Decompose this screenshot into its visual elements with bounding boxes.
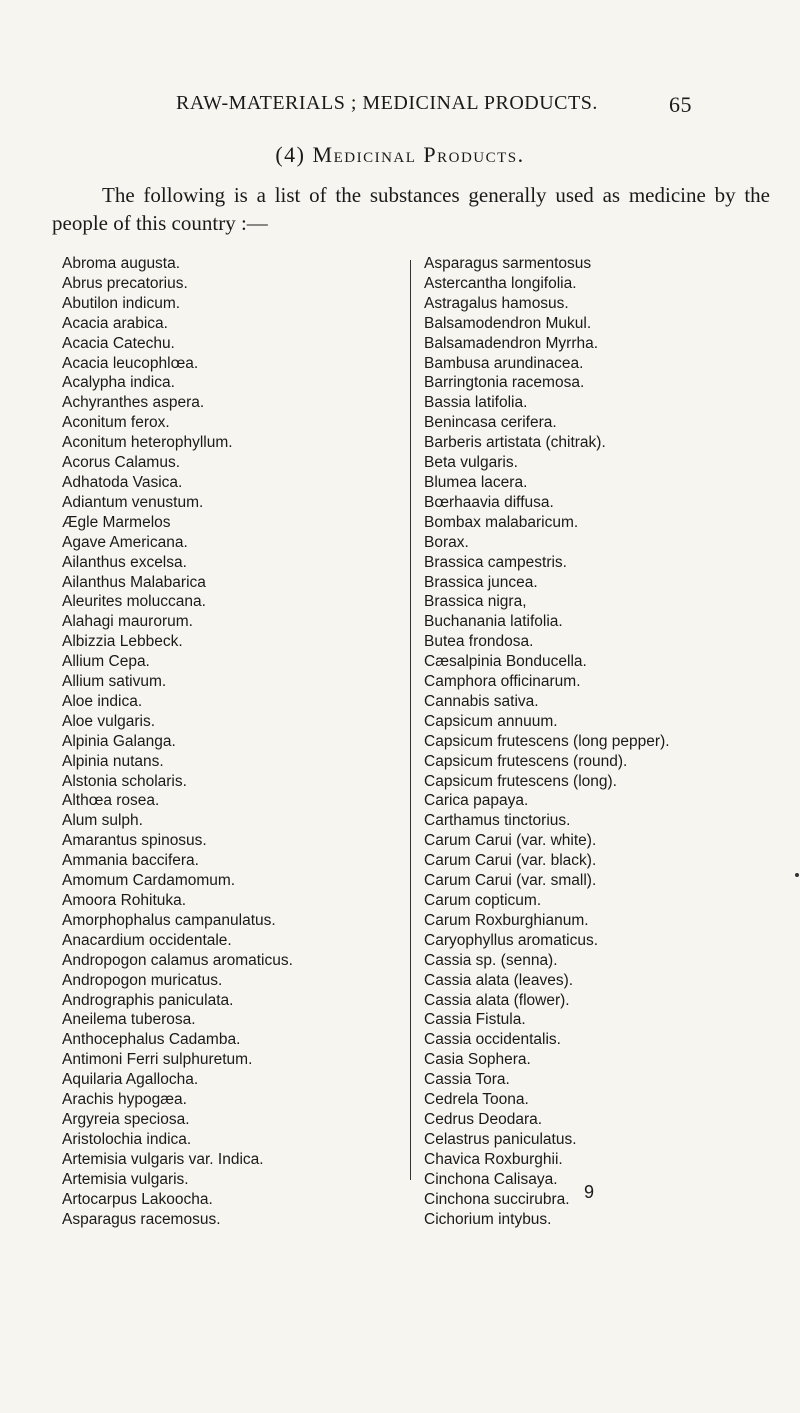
list-item: Acacia arabica. — [62, 314, 168, 332]
list-item: Carum copticum. — [424, 892, 542, 909]
list-item: Andrographis paniculata. — [62, 991, 234, 1009]
intro-paragraph: The following is a list of the substances generally used as medicine by the people of this country :— — [52, 183, 770, 235]
list-item: Brassica juncea. — [424, 573, 538, 591]
list-item: Casia Sophera. — [424, 1051, 531, 1069]
list-item: Adiantum venustum. — [62, 493, 204, 511]
list-item: Carum Carui (var. black). — [424, 852, 597, 870]
list-item: Benincasa cerifera. — [424, 414, 557, 432]
list-item: Carum Roxburghianum. — [424, 911, 589, 929]
list-item: Aristolochia indica. — [62, 1130, 192, 1148]
list-item: Artemisia vulgaris var. Indica. — [62, 1150, 264, 1168]
list-item: Allium sativum. — [62, 673, 167, 691]
list-item: Ailanthus excelsa. — [62, 553, 187, 571]
left-column-list — [62, 254, 402, 1229]
list-item: Capsicum frutescens (round). — [424, 752, 628, 770]
list-item: Caryophyllus aromaticus. — [424, 931, 599, 949]
list-item: Camphora officinarum. — [424, 673, 581, 691]
list-item: Artemisia vulgaris. — [62, 1170, 189, 1188]
list-item: Asparagus sarmentosus — [424, 255, 592, 272]
list-item: Anthocephalus Cadamba. — [62, 1031, 241, 1049]
list-item: Carthamus tinctorius. — [424, 812, 571, 830]
list-item: Bœrhaavia diffusa. — [424, 493, 554, 511]
list-item: Cassia alata (flower). — [424, 991, 570, 1009]
right-column-list — [424, 254, 774, 1229]
list-item: Borax. — [424, 533, 469, 551]
list-item: Acorus Calamus. — [62, 454, 181, 472]
list-item: Argyreia speciosa. — [62, 1110, 190, 1128]
list-item: Astragalus hamosus. — [424, 294, 569, 312]
list-item: Beta vulgaris. — [424, 454, 518, 472]
list-item: Cassia sp. (senna). — [424, 951, 558, 969]
list-item: Cinchona Calisaya. — [424, 1170, 558, 1188]
list-item: Ailanthus Malabarica — [62, 573, 206, 591]
list-item: Carum Carui (var. small). — [424, 872, 597, 890]
list-item: Cedrela Toona. — [424, 1091, 529, 1109]
list-item: Cassia alata (leaves). — [424, 971, 574, 989]
list-item: Barberis artistata (chitrak). — [424, 434, 606, 452]
list-item: Alstonia scholaris. — [62, 772, 187, 790]
list-item: Cassia Fistula. — [424, 1011, 526, 1029]
list-item: Aloe indica. — [62, 692, 143, 710]
list-item: Antimoni Ferri sulphuretum. — [62, 1051, 253, 1069]
list-item: Astercantha longifolia. — [424, 274, 577, 292]
list-item: Aconitum heterophyllum. — [62, 434, 233, 452]
list-item: Agave Americana. — [62, 533, 188, 551]
list-item: Ægle Marmelos — [62, 513, 171, 531]
list-item: Aleurites moluccana. — [62, 593, 206, 611]
signature-mark: 9 — [584, 1182, 595, 1202]
list-item: Albizzia Lebbeck. — [62, 633, 183, 651]
list-item: Aconitum ferox. — [62, 414, 170, 432]
running-head-title: RAW-MATERIALS ; MEDICINAL PRODUCTS. — [176, 92, 598, 114]
margin-dot — [795, 873, 799, 877]
list-item: Bassia latifolia. — [424, 394, 528, 412]
list-item: Acacia leucophlœa. — [62, 354, 199, 372]
list-item: Andropogon muricatus. — [62, 971, 223, 989]
list-item: Ammania baccifera. — [62, 852, 199, 870]
list-item: Amoora Rohituka. — [62, 892, 187, 909]
list-item: Anacardium occidentale. — [62, 931, 232, 949]
list-item: Bambusa arundinacea. — [424, 354, 584, 372]
list-item: Cassia Tora. — [424, 1071, 510, 1089]
list-item: Arachis hypogæa. — [62, 1091, 187, 1109]
column-divider — [410, 260, 411, 1180]
list-item: Balsamodendron Mukul. — [424, 314, 592, 332]
list-item: Artocarpus Lakoocha. — [62, 1190, 213, 1208]
list-item: Carica papaya. — [424, 792, 529, 810]
list-item: Alpinia nutans. — [62, 752, 164, 770]
list-item: Achyranthes aspera. — [62, 394, 205, 412]
list-item: Amorphophalus campanulatus. — [62, 911, 276, 929]
list-item: Acalypha indica. — [62, 374, 175, 392]
list-item: Bombax malabaricum. — [424, 513, 579, 531]
list-item: Asparagus racemosus. — [62, 1210, 221, 1228]
list-item: Adhatoda Vasica. — [62, 473, 183, 491]
list-item: Acacia Catechu. — [62, 334, 175, 352]
list-item: Alum sulph. — [62, 812, 143, 830]
list-item: Cæsalpinia Bonducella. — [424, 653, 587, 671]
list-item: Blumea lacera. — [424, 473, 528, 491]
list-item: Cannabis sativa. — [424, 692, 539, 710]
list-item: Andropogon calamus aromaticus. — [62, 951, 293, 969]
list-item: Celastrus paniculatus. — [424, 1130, 577, 1148]
list-item: Abroma augusta. — [62, 255, 181, 272]
list-item: Cinchona succirubra. — [424, 1190, 570, 1208]
list-item: Buchanania latifolia. — [424, 613, 563, 631]
list-item: Balsamadendron Myrrha. — [424, 334, 599, 352]
list-item: Brassica campestris. — [424, 553, 567, 571]
list-item: Althœa rosea. — [62, 792, 160, 810]
page-number: 65 — [669, 92, 692, 117]
list-item: Allium Cepa. — [62, 653, 150, 671]
list-item: Brassica nigra, — [424, 593, 527, 611]
list-item: Capsicum frutescens (long pepper). — [424, 732, 670, 750]
list-item: Abutilon indicum. — [62, 294, 181, 312]
list-item: Cichorium intybus. — [424, 1210, 552, 1228]
list-item: Aneilema tuberosa. — [62, 1011, 196, 1029]
list-item: Butea frondosa. — [424, 633, 534, 651]
list-item: Cedrus Deodara. — [424, 1110, 543, 1128]
list-item: Amarantus spinosus. — [62, 832, 207, 850]
list-item: Alpinia Galanga. — [62, 732, 176, 750]
list-item: Capsicum frutescens (long). — [424, 772, 617, 790]
list-item: Alahagi maurorum. — [62, 613, 193, 631]
list-item: Cassia occidentalis. — [424, 1031, 561, 1049]
section-heading: (4) Medicinal Products. — [275, 142, 525, 167]
list-item: Chavica Roxburghii. — [424, 1150, 563, 1168]
list-item: Capsicum annuum. — [424, 712, 558, 730]
list-item: Amomum Cardamomum. — [62, 872, 236, 890]
list-item: Aquilaria Agallocha. — [62, 1071, 199, 1089]
list-item: Aloe vulgaris. — [62, 712, 156, 730]
list-item: Abrus precatorius. — [62, 274, 188, 292]
list-item: Carum Carui (var. white). — [424, 832, 597, 850]
list-item: Barringtonia racemosa. — [424, 374, 585, 392]
